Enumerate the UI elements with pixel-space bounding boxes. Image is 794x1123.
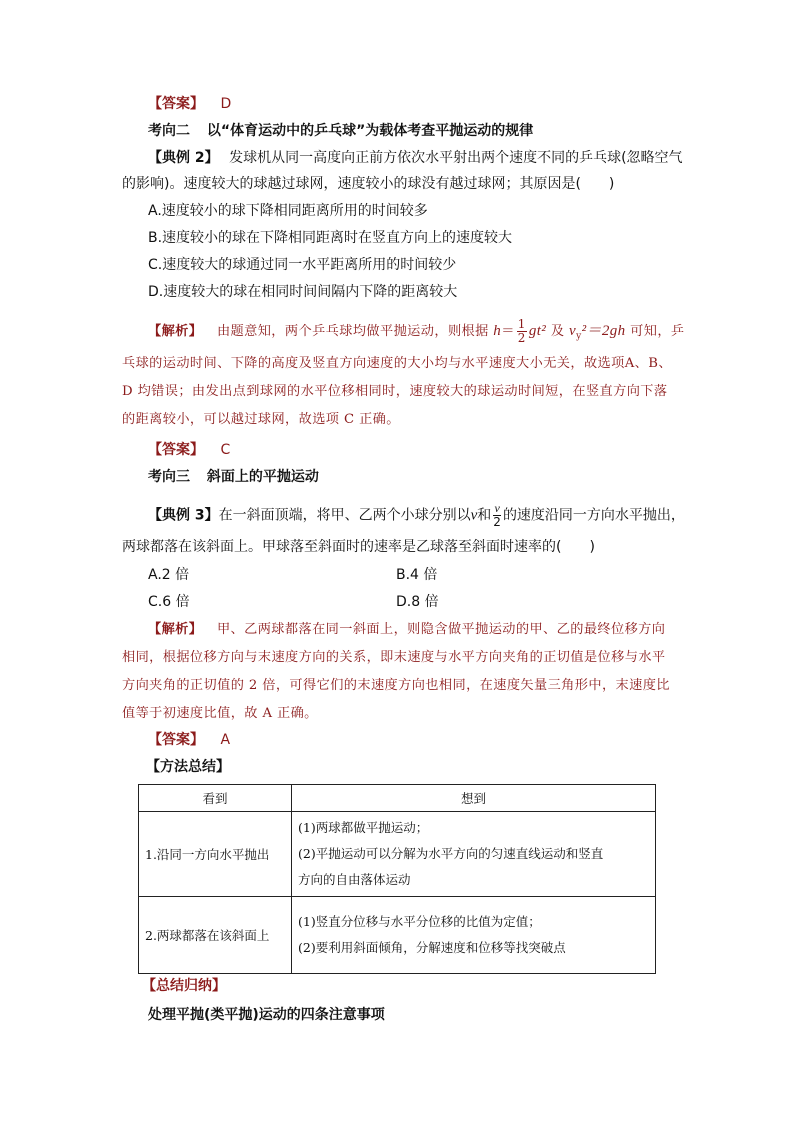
answer-label: 【答案】 (148, 96, 204, 112)
example-text: 发球机从同一高度向正前方依次水平射出两个速度不同的乒乓球(忽略空气 (229, 150, 683, 166)
answer-row-2 (148, 440, 230, 460)
formula-vy-sub: y (576, 331, 582, 342)
think-line: (2)要利用斜面倾角，分解速度和位移等找突破点 (298, 940, 566, 955)
explanation-3-line-3: 方向夹角的正切值的 2 倍，可得它们的末速度方向也相同，在速度矢量三角形中，末速度比 (122, 678, 670, 693)
think-line: (1)两球都做平抛运动； (298, 820, 429, 835)
row-think-cell (292, 812, 656, 897)
explanation-3-line-2: 相同，根据位移方向与末速度方向的关系，即末速度与水平方向夹角的正切值是位移与水平 (122, 650, 666, 665)
fraction-half (517, 318, 527, 345)
header-think: 想到 (292, 785, 656, 812)
table-row (139, 812, 656, 897)
explanation-2-line-1 (148, 318, 685, 350)
direction-2-heading (148, 121, 533, 141)
explanation-2-line-3: D 均错误；由发出点到球网的水平位移相同时，速度较大的球运动时间短，在竖直方向下落 (122, 384, 668, 399)
option-d: D.速度较大的球在相同时间间隔内下降的距离较大 (148, 284, 458, 300)
answer-value: A (220, 732, 231, 748)
fraction-numerator: v (494, 501, 500, 515)
table-row (139, 897, 656, 974)
formula-eq: ＝ (501, 324, 515, 339)
formula-gt2: gt² (528, 323, 547, 339)
example-text-end: 的速度沿同一方向水平抛出， (502, 507, 685, 524)
answer-value: D (220, 96, 232, 112)
example-2-line-1 (148, 148, 683, 168)
example-3-line-2: 两球都落在该斜面上。甲球落至斜面时的速率是乙球落至斜面时速率的( ) (122, 539, 595, 555)
row-see-cell: 2.两球都落在该斜面上 (139, 897, 292, 974)
explanation-label: 【解析】 (148, 324, 203, 339)
answer-label: 【答案】 (148, 732, 204, 748)
explanation-2-line-4: 的距离较小，可以越过球网，故选项 C 正确。 (122, 412, 400, 427)
method-summary-label: 【方法总结】 (146, 759, 230, 775)
option-a: A.速度较小的球下降相同距离所用的时间较多 (148, 203, 428, 219)
formula-h: h (493, 323, 502, 339)
answer-row-1 (148, 94, 231, 114)
example-text: 在一斜面顶端，将甲、乙两个小球分别以 (218, 507, 471, 524)
example-2-line-2: 的影响)。速度较大的球越过球网，速度较小的球没有越过球网；其原因是( ) (122, 176, 615, 192)
option-d: D.8 倍 (396, 594, 439, 610)
think-line: (2)平抛运动可以分解为水平方向的匀速直线运动和竖直 (298, 846, 604, 861)
example-3-line-1 (148, 502, 685, 529)
table-header-row (139, 785, 656, 812)
explanation-3-line-1 (148, 620, 665, 640)
answer-row-3 (148, 730, 230, 750)
header-see: 看到 (139, 785, 292, 812)
explanation-label: 【解析】 (148, 622, 203, 637)
explanation-text: 由题意知，两个乒乓球均做平抛运动，则根据 (216, 324, 489, 339)
option-c: C.6 倍 (148, 594, 190, 610)
direction-3-heading (148, 467, 319, 487)
answer-value: C (220, 442, 231, 458)
fraction-denominator: 2 (517, 331, 526, 345)
summary-title: 处理平抛(类平抛)运动的四条注意事项 (148, 1007, 385, 1023)
direction-label: 考向二 (148, 123, 190, 139)
option-b: B.4 倍 (396, 567, 438, 583)
fraction-v-half (493, 502, 501, 529)
direction-label: 考向三 (148, 469, 190, 485)
think-line: (1)竖直分位移与水平分位移的比值为定值； (298, 914, 541, 929)
fraction-denominator: 2 (493, 515, 501, 529)
summary-label: 【总结归纳】 (142, 978, 226, 994)
option-a: A.2 倍 (148, 567, 190, 583)
formula-vy: v (569, 323, 577, 339)
row-see-cell: 1.沿同一方向水平抛出 (139, 812, 292, 897)
fraction-numerator: 1 (517, 317, 526, 331)
option-c: C.速度较大的球通过同一水平距离所用的时间较少 (148, 257, 457, 273)
formula-2gh: ²＝2gh (581, 323, 626, 339)
example-label: 【典例 3】 (148, 507, 219, 524)
direction-text: 斜面上的平抛运动 (206, 469, 319, 485)
think-line: 方向的自由落体运动 (298, 872, 411, 887)
example-text-and: 和 (477, 507, 492, 524)
method-summary-table (138, 784, 656, 974)
explanation-2-line-2: 乓球的运动时间、下降的高度及竖直方向速度的大小均与水平速度大小无关，故选项A、B、 (122, 356, 672, 371)
answer-label: 【答案】 (148, 442, 204, 458)
direction-text: 以“体育运动中的乒乓球”为载体考查平抛运动的规律 (206, 123, 534, 139)
var-v: v (470, 507, 478, 524)
explanation-text-and: 及 (550, 324, 565, 339)
example-label: 【典例 2】 (148, 150, 219, 166)
explanation-text-end: 可知，乒 (630, 324, 685, 339)
option-b: B.速度较小的球在下降相同距离时在竖直方向上的速度较大 (148, 230, 513, 246)
explanation-3-line-4: 值等于初速度比值，故 A 正确。 (122, 706, 318, 721)
explanation-text: 甲、乙两球都落在同一斜面上，则隐含做平抛运动的甲、乙的最终位移方向 (216, 622, 666, 637)
row-think-cell (292, 897, 656, 974)
